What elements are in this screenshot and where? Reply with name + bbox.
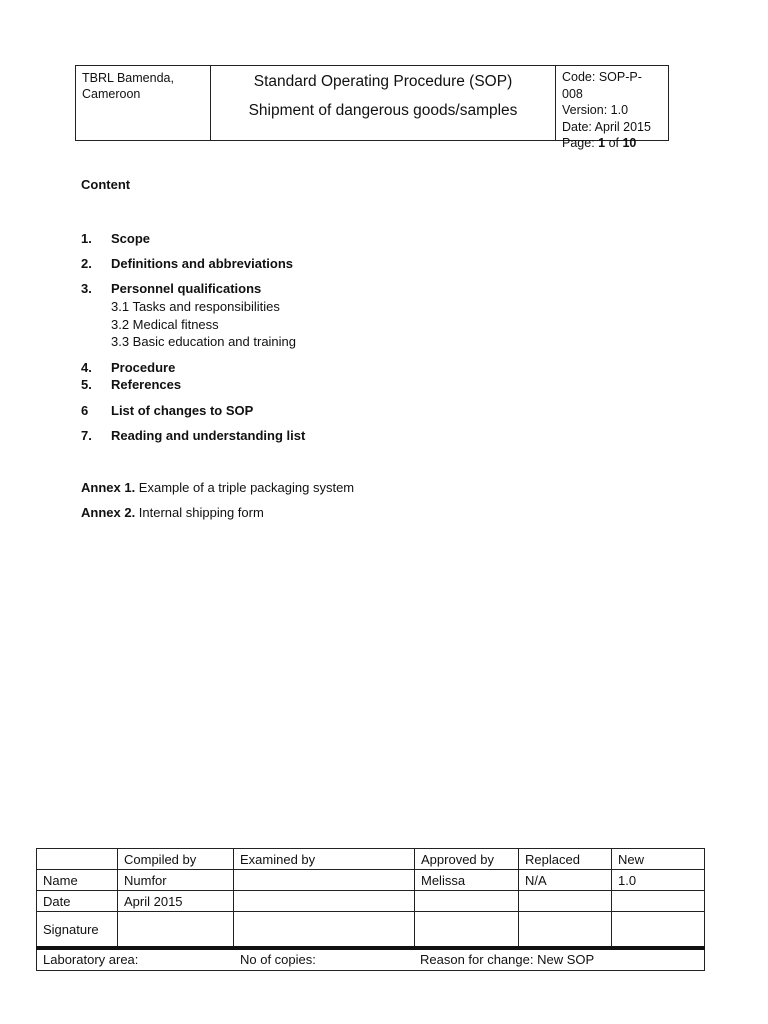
info-cell (37, 948, 705, 971)
document-subtitle: Shipment of dangerous goods/samples (248, 102, 518, 119)
toc-item-scope: 1. Scope (81, 231, 151, 246)
document-title: Standard Operating Procedure (SOP) (253, 73, 513, 90)
organization-cell (76, 66, 211, 140)
compiled-by-date: April 2015 (118, 891, 234, 912)
approved-by-name: Melissa (415, 870, 519, 891)
toc-subitem-tasks: 3.1 Tasks and responsibilities (111, 299, 280, 314)
replaced-date (519, 891, 612, 912)
document-meta-cell (556, 66, 668, 150)
new-name: 1.0 (612, 870, 705, 891)
approval-row-date (37, 891, 705, 912)
header-cell-approved-by: Approved by (415, 849, 519, 870)
toc-item-personnel: 3. Personnel qualifications (81, 281, 262, 296)
laboratory-area: Laboratory area: (43, 952, 139, 967)
org-line-2: Cameroon (82, 87, 141, 101)
row-label-name: Name (37, 870, 118, 891)
approval-row-info (37, 948, 705, 971)
approved-by-date (415, 891, 519, 912)
approval-table (36, 848, 705, 971)
sop-code: Code: SOP-P-008 (562, 70, 642, 101)
new-date (612, 891, 705, 912)
sop-date: Date: April 2015 (562, 119, 651, 134)
toc-subitem-medical: 3.2 Medical fitness (111, 317, 219, 332)
toc-item-definitions: 2. Definitions and abbreviations (81, 256, 294, 271)
toc-item-references: 5. References (81, 377, 182, 392)
page-number: Page: 1 of 10 (562, 136, 637, 150)
header-cell-blank (37, 849, 118, 870)
header-cell-new: New (612, 849, 705, 870)
reason-for-change: Reason for change: New SOP (420, 952, 595, 967)
header-cell-examined-by: Examined by (234, 849, 415, 870)
toc-item-procedure: 4. Procedure (81, 360, 176, 375)
new-signature (612, 912, 705, 949)
approval-header-row (37, 849, 705, 870)
approval-row-signature (37, 912, 705, 949)
sop-header-table (75, 65, 669, 150)
annex-2: Annex 2. Internal shipping form (81, 505, 264, 520)
row-label-date: Date (37, 891, 118, 912)
toc-item-reading-list: 7. Reading and understanding list (81, 428, 306, 443)
compiled-by-signature (118, 912, 234, 949)
approved-by-signature (415, 912, 519, 949)
no-of-copies: No of copies: (240, 952, 316, 967)
content-heading: Content (81, 177, 131, 192)
sop-version: Version: 1.0 (562, 103, 629, 117)
row-label-signature: Signature (37, 912, 118, 949)
title-cell (211, 66, 556, 140)
examined-by-name (234, 870, 415, 891)
toc-subitem-education: 3.3 Basic education and training (111, 334, 297, 349)
annex-1: Annex 1. Example of a triple packaging system (81, 480, 355, 495)
examined-by-date (234, 891, 415, 912)
header-cell-compiled-by: Compiled by (118, 849, 234, 870)
replaced-name: N/A (519, 870, 612, 891)
toc-item-changes: 6 List of changes to SOP (81, 403, 254, 418)
org-line-1: TBRL Bamenda, (82, 71, 174, 85)
approval-row-name (37, 870, 705, 891)
examined-by-signature (234, 912, 415, 949)
header-cell-replaced: Replaced (519, 849, 612, 870)
compiled-by-name: Numfor (118, 870, 234, 891)
replaced-signature (519, 912, 612, 949)
